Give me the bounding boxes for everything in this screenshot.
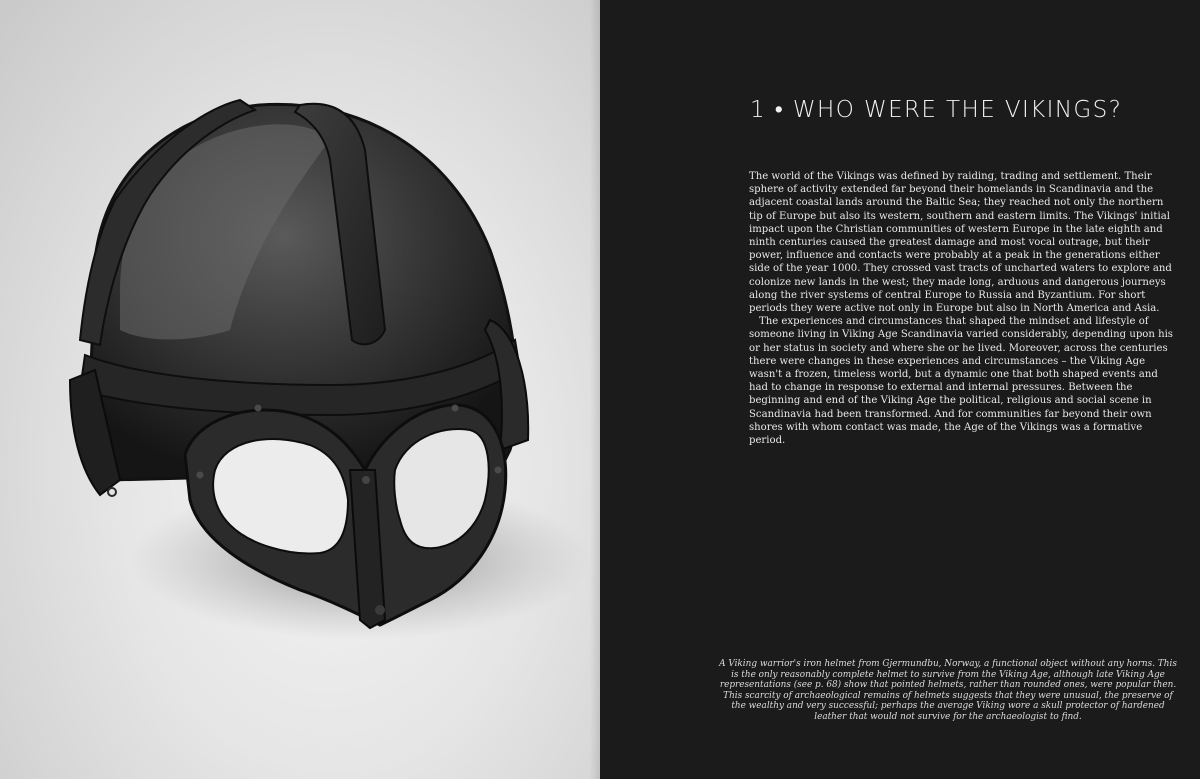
paragraph: The world of the Vikings was defined by raiding, trading and settlement. Their sphere of activity extended far beyond their homelands in Scandinavia and the adjacent coastal lands around the Baltic Sea; they reached not only the northern tip of Europe but also its western, southern and eastern limits. The Vikings' initial impact upon the Christian communities of western Europe in the late eighth and ninth centuries caused the greatest damage and most vocal outrage, but their power, influence and contacts were probably at a peak in the generations either side of the year 1000. They crossed vast tracts of uncharted waters to explore and colonize new lands in the west; they made long, arduous and dangerous journeys along the river systems of central Europe to Russia and Byzantium. For short periods they were active not only in Europe but also in North America and Asia.: [749, 171, 1172, 315]
photo-caption: A Viking warrior's iron helmet from Gjermundbu, Norway, a functional object without any horns. This is the only reasonably complete helmet to survive from the Viking Age, although late Viking Age representations (see p. 68) show that pointed helmets, rather than rounded ones, were popular then. This scarcity of archaeological remains of helmets suggests that they were unusual, the preserve of the wealthy and very successful; perhaps the average Viking wore a skull protector of hardened leather that would not survive for the archaeologist to find.: [719, 659, 1177, 722]
paragraph: The experiences and circumstances that shaped the mindset and lifestyle of someone living in Viking Age Scandinavia varied considerably, depending upon his or her status in society and where she or he lived. Moreover, across the centuries there were changes in these experiences and circumstances – the Viking Age wasn't a frozen, timeless world, but a dynamic one that both shaped events and had to change in response to external and internal pressures. Between the beginning and end of the Viking Age the political, religious and social scene in Scandinavia had been transformed. And for communities far beyond their own shores with whom contact was made, the Age of the Vikings was a formative period.: [749, 316, 1173, 447]
right-page: [600, 0, 1200, 779]
body-text: [749, 170, 1177, 447]
chapter-heading: 1 • WHO WERE THE VIKINGS?: [750, 97, 1123, 123]
